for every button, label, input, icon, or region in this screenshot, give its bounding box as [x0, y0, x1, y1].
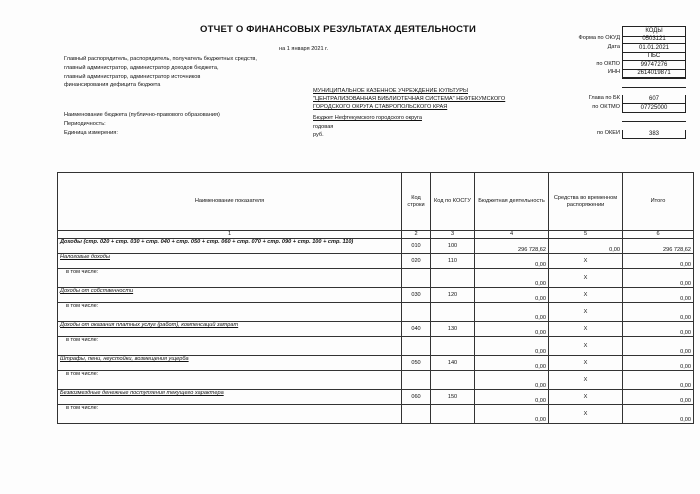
org-name-line-1: МУНИЦИПАЛЬНОЕ КАЗЕННОЕ УЧРЕЖДЕНИЕ КУЛЬТУРЫ	[313, 88, 468, 94]
row-kosgu: 130	[431, 322, 475, 337]
results-table-wrapper	[57, 172, 693, 424]
table-subrow	[58, 337, 694, 356]
left-label-1: Главный распорядитель, распорядитель, получатель бюджетных средств,	[64, 56, 257, 62]
row-name: Налоговые доходы	[58, 254, 402, 269]
row-name: Безвозмездные денежные поступления текущего характера	[58, 390, 402, 405]
unit-value: руб.	[313, 132, 324, 138]
header-temporary: Средства во временном распоряжении	[549, 173, 623, 231]
table-subrow	[58, 405, 694, 424]
table-row	[58, 322, 694, 337]
table-subrow	[58, 371, 694, 390]
row-temp: X	[549, 288, 623, 303]
row-temp: X	[549, 390, 623, 405]
form-field-value: 99747276	[622, 61, 686, 70]
periodicity-value: годовая	[313, 124, 334, 130]
row-kosgu: 100	[431, 239, 475, 254]
subrow-temp: X	[549, 405, 623, 424]
subrow-budget: 0,00	[475, 303, 549, 322]
row-budget: 0,00	[475, 254, 549, 269]
row-budget: 0,00	[475, 322, 549, 337]
subrow-label: в том числе:	[58, 269, 402, 288]
form-field-label: Форма по ОКУД	[578, 35, 620, 41]
subrow-total: 0,00	[623, 405, 694, 424]
row-budget: 0,00	[475, 288, 549, 303]
subrow-label: в том числе:	[58, 405, 402, 424]
form-field-value	[622, 78, 686, 79]
form-field-value: 383	[622, 130, 686, 139]
org-name-line-3: ГОРОДСКОГО ОКРУГА СТАВРОПОЛЬСКОГО КРАЯ	[313, 104, 448, 110]
subrow-temp: X	[549, 303, 623, 322]
left-label-3: главный администратор, администратор источников	[64, 74, 201, 80]
form-field-label: Дата	[607, 43, 620, 50]
report-date: на 1 января 2021 г.	[279, 46, 329, 52]
col-number-2: 2	[402, 231, 431, 239]
row-temp: X	[549, 254, 623, 269]
subrow-code	[402, 269, 431, 288]
form-field-value: ПБС	[622, 52, 686, 61]
subrow-temp: X	[549, 371, 623, 390]
row-kosgu: 150	[431, 390, 475, 405]
subrow-temp: X	[549, 337, 623, 356]
header-kosgu: Код по КОСГУ	[431, 173, 475, 231]
table-row	[58, 288, 694, 303]
row-code: 010	[402, 239, 431, 254]
row-code: 040	[402, 322, 431, 337]
codes-header: КОДЫ	[622, 26, 686, 37]
col-number-3: 3	[431, 231, 475, 239]
row-total: 0,00	[623, 254, 694, 269]
row-budget: 0,00	[475, 390, 549, 405]
row-total: 0,00	[623, 356, 694, 371]
row-kosgu: 110	[431, 254, 475, 269]
row-name: Штрафы, пени, неустойки, возмещения ущерба	[58, 356, 402, 371]
subrow-kosgu	[431, 405, 475, 424]
form-field-value: 0503121	[622, 35, 686, 44]
subrow-budget: 0,00	[475, 337, 549, 356]
form-field-value	[622, 121, 686, 122]
subrow-kosgu	[431, 337, 475, 356]
table-row	[58, 254, 694, 269]
col-number-4: 4	[475, 231, 549, 239]
form-field-label: ИНН	[607, 69, 620, 76]
subrow-temp: X	[549, 269, 623, 288]
col-number-6: 6	[623, 231, 694, 239]
subrow-budget: 0,00	[475, 405, 549, 424]
subrow-label: в том числе:	[58, 303, 402, 322]
table-row	[58, 356, 694, 371]
subrow-budget: 0,00	[475, 371, 549, 390]
budget-value: Бюджет Нефтекумского городского округа	[313, 115, 422, 121]
header-line-code: Код строки	[402, 173, 431, 231]
left-label-4: финансирования дефицита бюджета	[64, 82, 161, 88]
form-field-value: 2614019871	[622, 69, 686, 78]
col-number-1: 1	[58, 231, 402, 239]
subrow-code	[402, 303, 431, 322]
left-label-2: главный администратор, администратор доходов бюджета,	[64, 65, 219, 71]
subrow-code	[402, 337, 431, 356]
row-name: Доходы от оказания платных услуг (работ), компенсаций затрат	[58, 322, 402, 337]
subrow-label: в том числе:	[58, 337, 402, 356]
row-code: 030	[402, 288, 431, 303]
subrow-total: 0,00	[623, 269, 694, 288]
subrow-kosgu	[431, 371, 475, 390]
periodicity-label: Периодичность:	[64, 121, 106, 127]
subrow-label: в том числе:	[58, 371, 402, 390]
row-name: Доходы (стр. 020 + стр. 030 + стр. 040 + стр. 050 + стр. 060 + стр. 070 + стр. 090 + стр. 100 + стр. 110)	[58, 239, 402, 254]
subrow-total: 0,00	[623, 371, 694, 390]
row-total: 0,00	[623, 390, 694, 405]
form-field-label: по ОКТМО	[592, 103, 620, 110]
form-field-value: 607	[622, 95, 686, 104]
subrow-kosgu	[431, 269, 475, 288]
subrow-code	[402, 405, 431, 424]
subrow-code	[402, 371, 431, 390]
subrow-kosgu	[431, 303, 475, 322]
form-field-value: 01.01.2021	[622, 44, 686, 53]
form-field-label: по ОКПО	[596, 60, 620, 67]
org-name-line-2: "ЦЕНТРАЛИЗОВАННАЯ БИБЛИОТЕЧНАЯ СИСТЕМА" НЕФТЕКУМСКОГО	[313, 96, 506, 102]
table-row	[58, 390, 694, 405]
subrow-total: 0,00	[623, 303, 694, 322]
row-total: 0,00	[623, 322, 694, 337]
row-kosgu: 120	[431, 288, 475, 303]
row-temp: 0,00	[549, 239, 623, 254]
col-number-5: 5	[549, 231, 623, 239]
table-subrow	[58, 303, 694, 322]
row-name: Доходы от собственности	[58, 288, 402, 303]
budget-name-label: Наименование бюджета (публично-правового образования)	[64, 112, 220, 118]
row-code: 060	[402, 390, 431, 405]
row-total: 296 728,62	[623, 239, 694, 254]
header-budget: Бюджетная деятельность	[475, 173, 549, 231]
table-row	[58, 239, 694, 254]
row-total: 0,00	[623, 288, 694, 303]
unit-label: Единица измерения:	[64, 130, 118, 136]
form-field-value	[622, 87, 686, 88]
form-field-label: по ОКЕИ	[596, 129, 620, 136]
report-title: ОТЧЕТ О ФИНАНСОВЫХ РЕЗУЛЬТАТАХ ДЕЯТЕЛЬНОСТИ	[200, 24, 476, 35]
form-field-label: Глава по БК	[588, 95, 620, 102]
row-temp: X	[549, 356, 623, 371]
subrow-budget: 0,00	[475, 269, 549, 288]
row-kosgu: 140	[431, 356, 475, 371]
table-subrow	[58, 269, 694, 288]
row-budget: 296 728,62	[475, 239, 549, 254]
row-budget: 0,00	[475, 356, 549, 371]
row-temp: X	[549, 322, 623, 337]
row-code: 050	[402, 356, 431, 371]
subrow-total: 0,00	[623, 337, 694, 356]
row-code: 020	[402, 254, 431, 269]
header-total: Итого	[623, 173, 694, 231]
form-field-value: 07725000	[622, 104, 686, 113]
results-table	[57, 172, 694, 424]
header-indicator: Наименование показателя	[58, 173, 402, 231]
form-field-value	[622, 112, 686, 113]
